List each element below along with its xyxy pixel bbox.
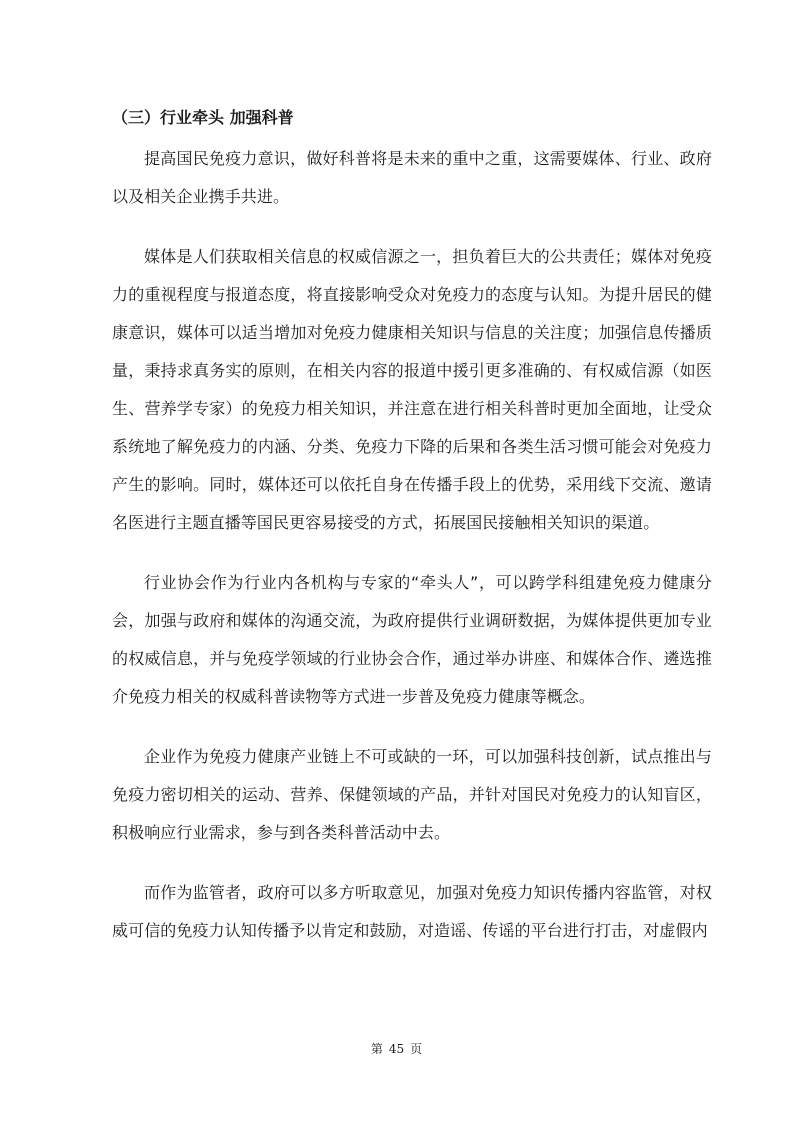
paragraph-enterprise: 企业作为免疫力健康产业链上不可或缺的一环，可以加强科技创新，试点推出与免疫力密切相关的运动、营养、保健领域的产品，并针对国民对免疫力的认知盲区，积极响应行业需求，参与到各类科普活动中去。 (112, 747, 712, 842)
page-number-suffix: 页 (410, 1042, 423, 1056)
page-number: 45 (388, 1042, 405, 1056)
body-text (112, 140, 712, 950)
page-number-prefix: 第 (370, 1042, 383, 1056)
paragraph-intro: 提高国民免疫力意识，做好科普将是未来的重中之重，这需要媒体、行业、政府以及相关企业携手共进。 (112, 149, 712, 206)
page-footer (0, 1040, 793, 1058)
paragraph-government: 而作为监管者，政府可以多方听取意见，加强对免疫力知识传播内容监管，对权威可信的免疫力认知传播予以肯定和鼓励，对造谣、传谣的平台进行打击，对虚假内 (112, 883, 712, 940)
paragraph-industry-association: 行业协会作为行业内各机构与专家的“牵头人”，可以跨学科组建免疫力健康分会，加强与政府和媒体的沟通交流，为政府提供行业调研数据，为媒体提供更加专业的权威信息，并与免疫学领域的行业协会合作，通过举办讲座、和媒体合作、遴选推介免疫力相关的权威科普读物等方式进一步普及免疫力健康等概念。 (112, 573, 712, 706)
paragraph-media: 媒体是人们获取相关信息的权威信源之一，担负着巨大的公共责任；媒体对免疫力的重视程度与报道态度，将直接影响受众对免疫力的态度与认知。为提升居民的健康意识，媒体可以适当增加对免疫力健康相关知识与信息的关注度；加强信息传播质量，秉持求真务实的原则，在相关内容的报道中援引更多准确的、有权威信源（如医生、营养学专家）的免疫力相关知识，并注意在进行相关科普时更加全面地，让受众系统地了解免疫力的内涵、分类、免疫力下降的后果和各类生活习惯可能会对免疫力产生的影响。同时，媒体还可以依托自身在传播手段上的优势，采用线下交流、邀请名医进行主题直播等国民更容易接受的方式，拓展国民接触相关知识的渠道。 (112, 247, 712, 532)
section-heading: （三）行业牵头 加强科普 (112, 108, 294, 127)
